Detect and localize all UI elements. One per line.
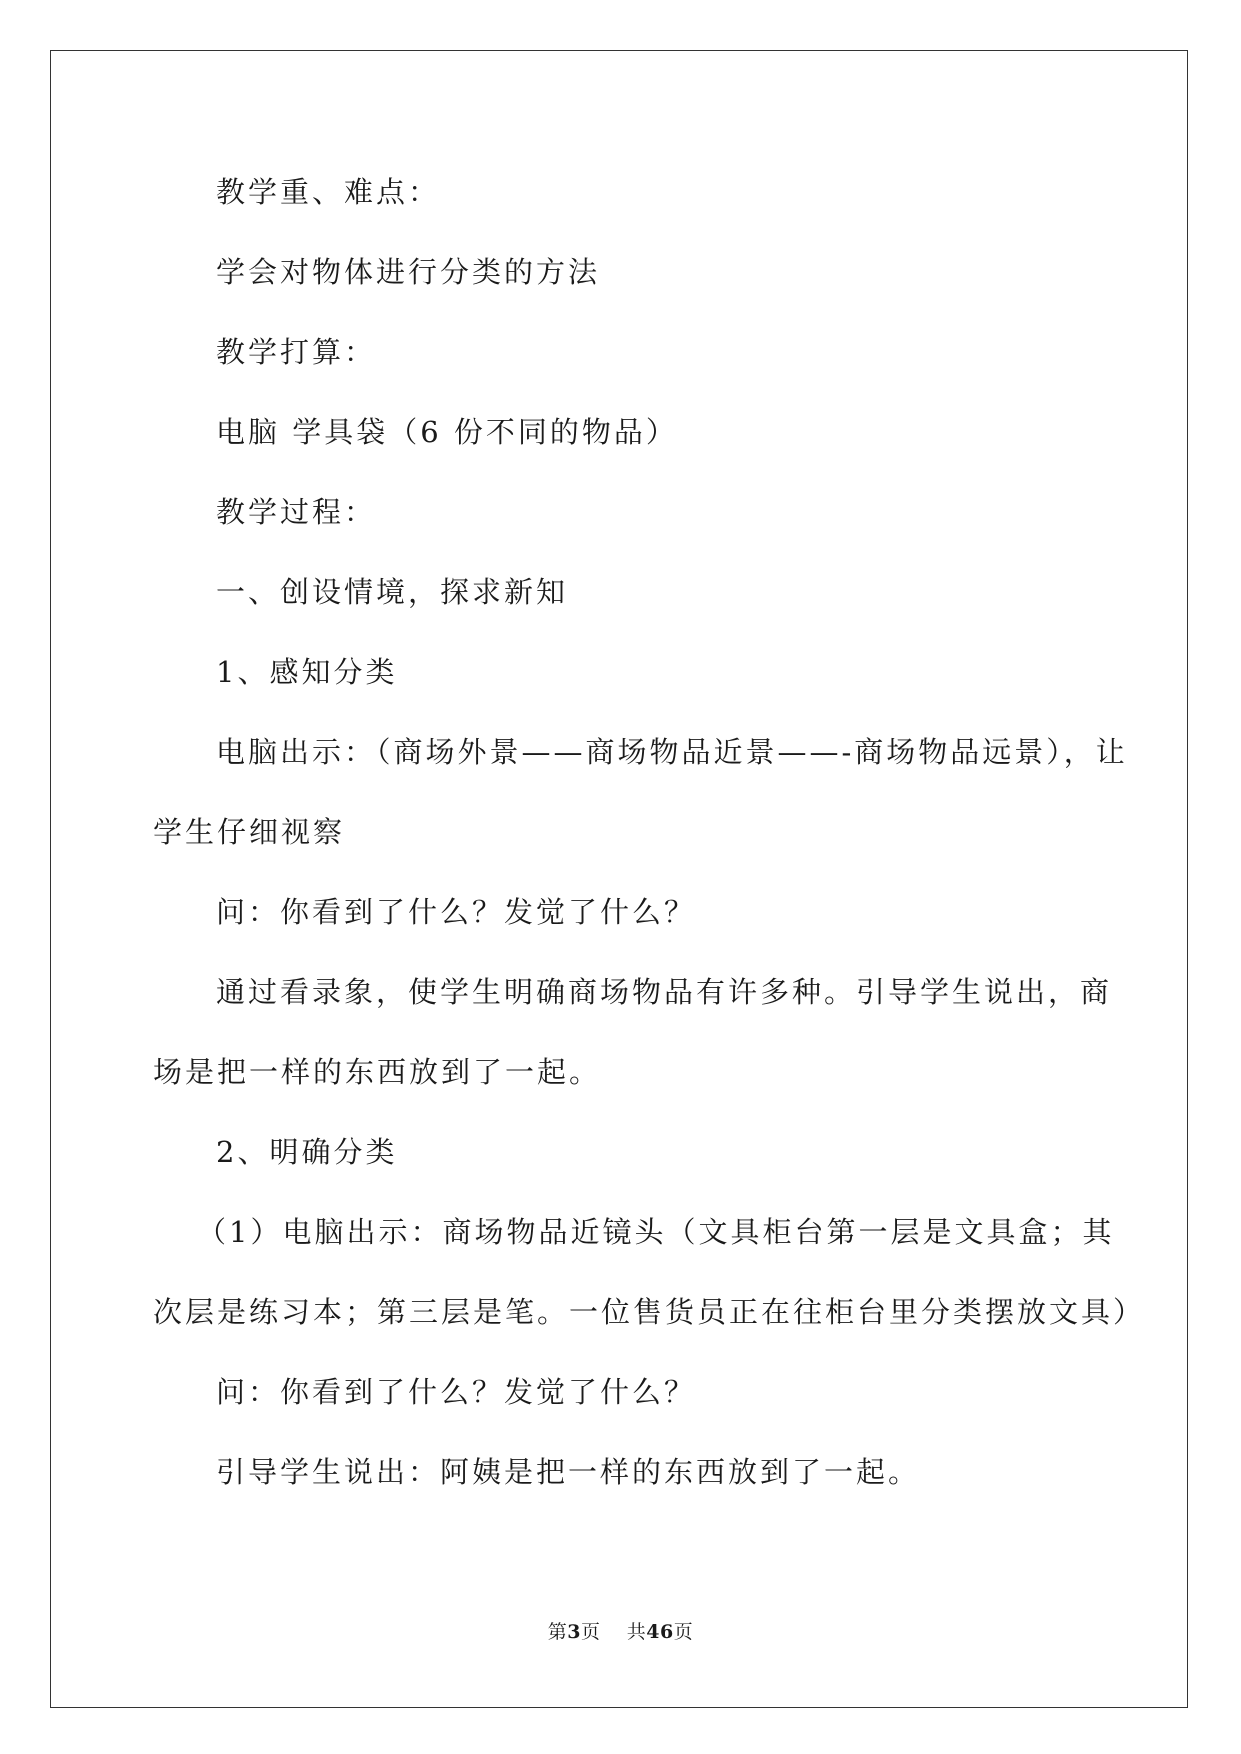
footer-page-number: 3 [567,1621,582,1643]
paragraph-text-continuation: 学生仔细视察 [153,815,346,849]
footer-prefix: 第 [547,1621,568,1643]
subsection-heading: 2、明确分类 [216,1135,398,1169]
paragraph-text: 电脑 学具袋（6 份不同的物品） [216,415,678,449]
paragraph-text: 引导学生说出：阿姨是把一样的东西放到了一起。 [216,1455,921,1489]
page-footer [0,1620,1241,1644]
subsection-heading: 1、感知分类 [216,655,398,689]
footer-total-pages: 46 [646,1621,674,1643]
paragraph-heading-process: 教学过程： [216,495,377,529]
paragraph-question: 问：你看到了什么？发觉了什么？ [216,1375,697,1409]
section-heading: 一、创设情境，探求新知 [216,575,569,609]
footer-total-prefix: 共 [626,1621,647,1643]
footer-page-suffix: 页 [581,1621,601,1643]
paragraph-text: （1）电脑出示：商场物品近镜头（文具柜台第一层是文具盒；其 [197,1215,1115,1249]
paragraph-heading-preparation: 教学打算： [216,335,377,369]
paragraph-question: 问：你看到了什么？发觉了什么？ [216,895,697,929]
paragraph-text: 学会对物体进行分类的方法 [216,255,601,289]
paragraph-text: 电脑出示：（商场外景——商场物品近景——-商场物品远景），让 [216,735,1128,769]
paragraph-text: 通过看录象，使学生明确商场物品有许多种。引导学生说出，商 [216,975,1113,1009]
paragraph-heading-key-points: 教学重、难点： [216,175,441,209]
paragraph-text-continuation: 次层是练习本；第三层是笔。一位售货员正在往柜台里分类摆放文具） [153,1295,1146,1329]
footer-total-suffix: 页 [673,1621,694,1643]
paragraph-text-continuation: 场是把一样的东西放到了一起。 [153,1055,602,1089]
